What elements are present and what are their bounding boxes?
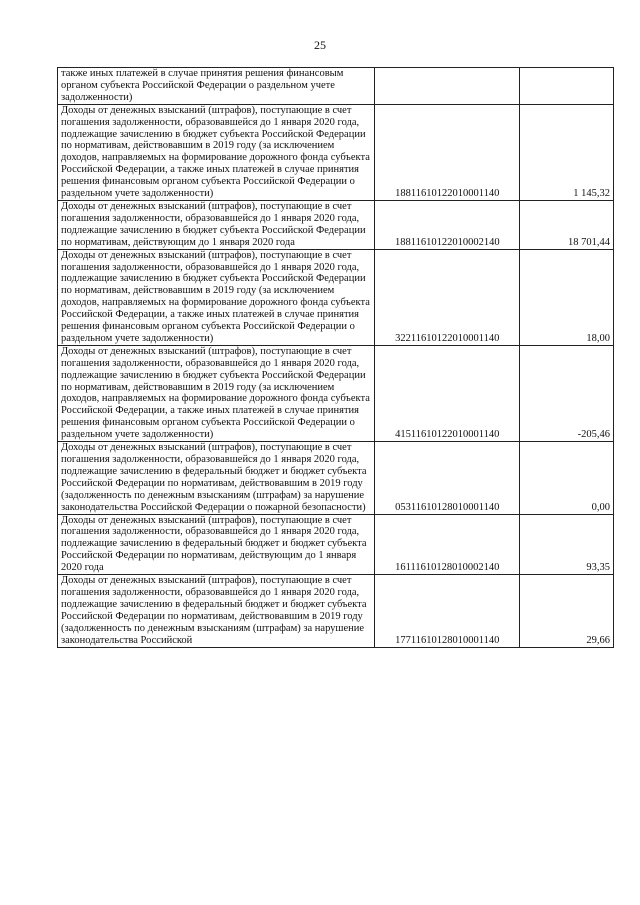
- row-description: также иных платежей в случае принятия решения финансовым органом субъекта Российской Федерации о раздельном учете задолженности): [58, 68, 375, 105]
- row-code: 17711610128010001140: [375, 575, 520, 647]
- row-description: Доходы от денежных взысканий (штрафов), поступающие в счет погашения задолженности, образовавшейся до 1 января 2020 года, подлежащие зачислению в федеральный бюджет и бюджет субъекта Российской Федерации по нормативам, действующим до 1 января 2020 года: [58, 514, 375, 575]
- row-code: 18811610122010001140: [375, 104, 520, 200]
- row-description: Доходы от денежных взысканий (штрафов), поступающие в счет погашения задолженности, образовавшейся до 1 января 2020 года, подлежащие зачислению в бюджет субъекта Российской Федерации по нормативам, действовавшим в 2019 году (за исключением доходов, направляемых на формирование дорожного фонда субъекта Российской Федерации, а также иных платежей в случае принятия решения финансовым органом субъекта Российской Федерации о раздельном учете задолженности): [58, 249, 375, 345]
- table-row: [58, 249, 614, 345]
- row-amount: 18 701,44: [520, 200, 614, 249]
- row-amount: 93,35: [520, 514, 614, 575]
- table-row: [58, 345, 614, 441]
- table-row: [58, 514, 614, 575]
- row-amount: 1 145,32: [520, 104, 614, 200]
- revenue-table: [57, 67, 614, 648]
- row-code: 16111610128010002140: [375, 514, 520, 575]
- row-description: Доходы от денежных взысканий (штрафов), поступающие в счет погашения задолженности, образовавшейся до 1 января 2020 года, подлежащие зачислению в федеральный бюджет и бюджет субъекта Российской Федерации по нормативам, действовавшим в 2019 году (задолженность по денежным взысканиям (штрафам) за нарушение законодательства Российской Федерации о пожарной безопасности): [58, 442, 375, 514]
- table-row: [58, 442, 614, 514]
- row-description: Доходы от денежных взысканий (штрафов), поступающие в счет погашения задолженности, образовавшейся до 1 января 2020 года, подлежащие зачислению в бюджет субъекта Российской Федерации по нормативам, действовавшим в 2019 году (за исключением доходов, направляемых на формирование дорожного фонда субъекта Российской Федерации, а также иных платежей в случае принятия решения финансовым органом субъекта Российской Федерации о раздельном учете задолженности): [58, 345, 375, 441]
- row-amount: -205,46: [520, 345, 614, 441]
- table-row: [58, 200, 614, 249]
- row-code: 05311610128010001140: [375, 442, 520, 514]
- page-number: 25: [314, 38, 326, 52]
- row-description: Доходы от денежных взысканий (штрафов), поступающие в счет погашения задолженности, образовавшейся до 1 января 2020 года, подлежащие зачислению в федеральный бюджет и бюджет субъекта Российской Федерации по нормативам, действовавшим в 2019 году (задолженность по денежным взысканиям (штрафам) за нарушение законодательства Российской: [58, 575, 375, 647]
- row-code: 32211610122010001140: [375, 249, 520, 345]
- table-row: [58, 68, 614, 105]
- row-description: Доходы от денежных взысканий (штрафов), поступающие в счет погашения задолженности, образовавшейся до 1 января 2020 года, подлежащие зачислению в бюджет субъекта Российской Федерации по нормативам, действовавшим в 2019 году (за исключением доходов, направляемых на формирование дорожного фонда субъекта Российской Федерации, а также иных платежей в случае принятия решения финансовым органом субъекта Российской Федерации о раздельном учете задолженности): [58, 104, 375, 200]
- row-code: [375, 68, 520, 105]
- row-code: 41511610122010001140: [375, 345, 520, 441]
- row-description: Доходы от денежных взысканий (штрафов), поступающие в счет погашения задолженности, образовавшейся до 1 января 2020 года, подлежащие зачислению в бюджет субъекта Российской Федерации по нормативам, действующим до 1 января 2020 года: [58, 200, 375, 249]
- row-code: 18811610122010002140: [375, 200, 520, 249]
- row-amount: 29,66: [520, 575, 614, 647]
- row-amount: 0,00: [520, 442, 614, 514]
- row-amount: [520, 68, 614, 105]
- row-amount: 18,00: [520, 249, 614, 345]
- table-row: [58, 104, 614, 200]
- table-row: [58, 575, 614, 647]
